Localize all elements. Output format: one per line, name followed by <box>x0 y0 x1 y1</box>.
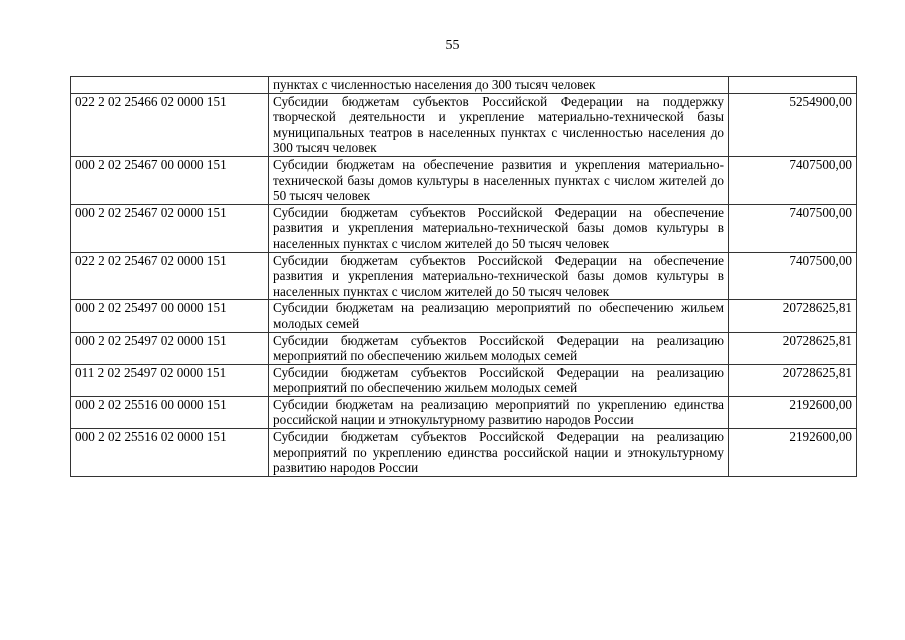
name-cell: Субсидии бюджетам субъектов Российской Федерации на обеспечение развития и укрепления материально-технической базы домов культуры в населенных пунктах с числом жителей до 50 тысяч человек <box>269 252 729 300</box>
amount-cell <box>729 77 857 94</box>
amount-cell: 7407500,00 <box>729 204 857 252</box>
code-cell: 000 2 02 25467 00 0000 151 <box>71 156 269 204</box>
amount-cell: 20728625,81 <box>729 300 857 332</box>
amount-cell: 2192600,00 <box>729 396 857 428</box>
code-cell: 022 2 02 25466 02 0000 151 <box>71 93 269 156</box>
code-cell: 022 2 02 25467 02 0000 151 <box>71 252 269 300</box>
amount-cell: 2192600,00 <box>729 429 857 477</box>
table-row <box>71 93 857 156</box>
budget-table <box>70 76 857 477</box>
table-row <box>71 252 857 300</box>
name-cell: Субсидии бюджетам на обеспечение развития и укрепления материально-технической базы домов культуры в населенных пунктах с числом жителей до 50 тысяч человек <box>269 156 729 204</box>
amount-cell: 7407500,00 <box>729 252 857 300</box>
table-row <box>71 396 857 428</box>
code-cell: 000 2 02 25516 02 0000 151 <box>71 429 269 477</box>
name-cell: Субсидии бюджетам на реализацию мероприятий по укреплению единства российской нации и этнокультурному развитию народов России <box>269 396 729 428</box>
page-number: 55 <box>445 38 460 53</box>
name-cell: пунктах с численностью населения до 300 тысяч человек <box>269 77 729 94</box>
amount-cell: 5254900,00 <box>729 93 857 156</box>
name-cell: Субсидии бюджетам субъектов Российской Федерации на обеспечение развития и укрепления материально-технической базы домов культуры в населенных пунктах с числом жителей до 50 тысяч человек <box>269 204 729 252</box>
code-cell <box>71 77 269 94</box>
amount-cell: 20728625,81 <box>729 364 857 396</box>
name-cell: Субсидии бюджетам субъектов Российской Федерации на реализацию мероприятий по укреплению единства российской нации и этнокультурному развитию народов России <box>269 429 729 477</box>
table-row <box>71 204 857 252</box>
code-cell: 000 2 02 25516 00 0000 151 <box>71 396 269 428</box>
table-row <box>71 77 857 94</box>
table-row <box>71 300 857 332</box>
name-cell: Субсидии бюджетам субъектов Российской Федерации на поддержку творческой деятельности и укрепление материально-технической базы муниципальных театров в населенных пунктах с численностью населения до 300 тысяч человек <box>269 93 729 156</box>
name-cell: Субсидии бюджетам субъектов Российской Федерации на реализацию мероприятий по обеспечению жильем молодых семей <box>269 332 729 364</box>
amount-cell: 7407500,00 <box>729 156 857 204</box>
table-row <box>71 364 857 396</box>
code-cell: 000 2 02 25467 02 0000 151 <box>71 204 269 252</box>
table-row <box>71 156 857 204</box>
code-cell: 011 2 02 25497 02 0000 151 <box>71 364 269 396</box>
code-cell: 000 2 02 25497 02 0000 151 <box>71 332 269 364</box>
name-cell: Субсидии бюджетам на реализацию мероприятий по обеспечению жильем молодых семей <box>269 300 729 332</box>
table-row <box>71 429 857 477</box>
amount-cell: 20728625,81 <box>729 332 857 364</box>
table-row <box>71 332 857 364</box>
code-cell: 000 2 02 25497 00 0000 151 <box>71 300 269 332</box>
name-cell: Субсидии бюджетам субъектов Российской Федерации на реализацию мероприятий по обеспечению жильем молодых семей <box>269 364 729 396</box>
